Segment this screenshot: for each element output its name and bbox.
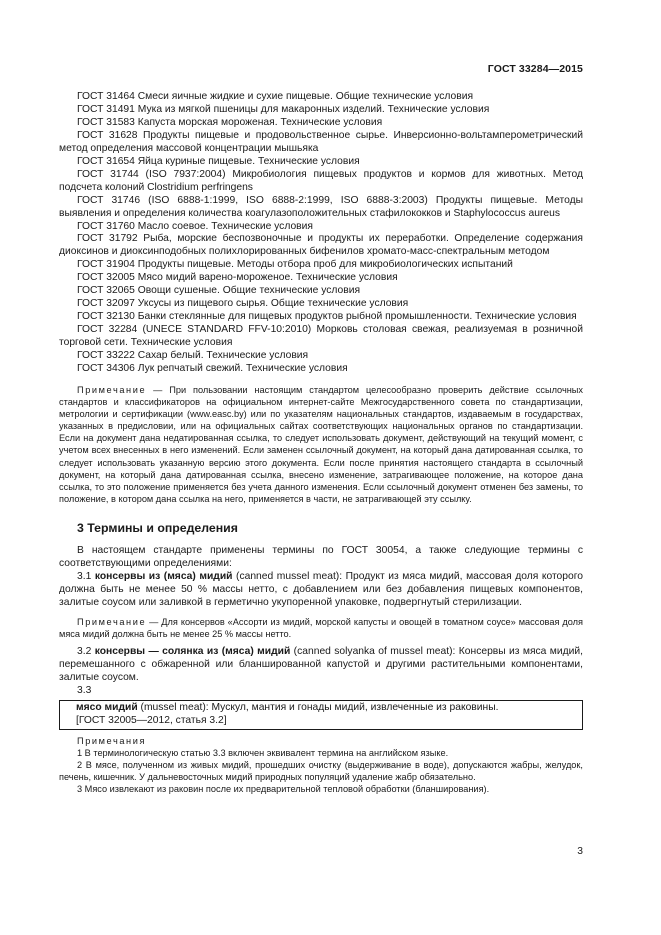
note-label: Примечание bbox=[77, 616, 147, 627]
term-number: 3.1 bbox=[77, 570, 95, 582]
note-item: 1 В терминологическую статью 3.3 включен эквивалент термина на английском языке. bbox=[77, 747, 449, 758]
term-name: консервы из (мяса) мидий bbox=[94, 570, 233, 582]
reference-item: ГОСТ 34306 Лук репчатый свежий. Технические условия bbox=[77, 363, 348, 375]
reference-item: ГОСТ 32284 (UNECE STANDARD FFV-10:2010) Морковь столовая свежая, реализуемая в розничной торговой сети. Технические условия bbox=[59, 324, 583, 349]
page-content bbox=[59, 91, 583, 795]
reference-item: ГОСТ 31744 (ISO 7937:2004) Микробиология пищевых продуктов и кормов для животных. Метод подсчета колоний Clostridium perfringens bbox=[59, 168, 583, 193]
term-note bbox=[59, 616, 583, 640]
note-text: — Для консервов «Ассорти из мидий, морской капусты и овощей в томатном соусе» массовая доля мяса мидий должна быть не менее 25 % массы нетто. bbox=[59, 616, 583, 639]
reference-item: ГОСТ 33222 Сахар белый. Технические условия bbox=[77, 350, 309, 362]
reference-item: ГОСТ 31628 Продукты пищевые и продовольственное сырье. Инверсионно-вольтамперометрический метод определения массовой концентрации мышьяка bbox=[59, 129, 583, 154]
note-item: 2 В мясе, полученном из живых мидий, прошедших очистку (выдерживание в воде), допускаются жабры, желудок, печень, кишечник. У дальневосточных мидий природных популяций удаление жабр обязательно. bbox=[59, 759, 583, 782]
term-name: консервы — солянка из (мяса) мидий bbox=[94, 645, 291, 657]
reference-item: ГОСТ 31746 (ISO 6888-1:1999, ISO 6888-2:1999, ISO 6888-3:2003) Продукты пищевые. Методы выявления и определения количества коагулазоположительных стафилококков и Staphylococcus aureus bbox=[59, 194, 583, 219]
reference-item: ГОСТ 32097 Уксусы из пищевого сырья. Общие технические условия bbox=[77, 298, 409, 310]
notes-list bbox=[59, 747, 583, 795]
term-definition: (mussel meat): Мускул, мантия и гонады мидий, извлеченные из раковины. bbox=[137, 701, 499, 713]
term-name: мясо мидий bbox=[76, 701, 138, 713]
reference-item: ГОСТ 32005 Мясо мидий варено-мороженое. Технические условия bbox=[77, 272, 398, 284]
term-3-1 bbox=[59, 571, 583, 610]
page-number: 3 bbox=[577, 846, 583, 857]
reference-item: ГОСТ 31491 Мука из мягкой пшеницы для макаронных изделий. Технические условия bbox=[77, 103, 490, 115]
page-header-doc-id: ГОСТ 33284—2015 bbox=[487, 63, 583, 75]
section-intro: В настоящем стандарте применены термины по ГОСТ 30054, а также следующие термины с соответствующими определениями: bbox=[59, 544, 583, 569]
reference-item: ГОСТ 31792 Рыба, морские беспозвоночные и продукты их переработки. Определение содержания диоксинов и диоксинподобных полихлорированных бифенилов хромато-масс-спектральным методом bbox=[59, 233, 583, 258]
notes-title: Примечания bbox=[77, 735, 147, 746]
note-label: Примечание bbox=[77, 384, 147, 395]
reference-item: ГОСТ 31583 Капуста морская мороженая. Технические условия bbox=[77, 116, 383, 128]
term-3-2 bbox=[59, 646, 583, 685]
note-item: 3 Мясо извлекают из раковин после их предварительной тепловой обработки (бланширования). bbox=[77, 783, 490, 794]
reference-item: ГОСТ 32130 Банки стеклянные для пищевых продуктов рыбной промышленности. Технические условия bbox=[77, 311, 577, 323]
reference-item: ГОСТ 32065 Овощи сушеные. Общие технические условия bbox=[77, 285, 361, 297]
note-text: — При пользовании настоящим стандартом целесообразно проверить действие ссылочных стандартов и классификаторов на официальном интернет-сайте Межгосударственного совета по стандартизации, метрологии и сертификации (www.easc.by) или по указателям национальных стандартов, издаваемым в государствах, указанных в предисловии, или на официальных сайтах соответствующих национальных органов по стандартизации. Если на документ дана недатированная ссылка, то следует использовать документ, действующий на текущий момент, с учетом всех внесенных в него изменений. Если заменен ссылочный документ, на который дана датированная ссылка, то следует использовать указанную версию этого документа. Если после принятия настоящего стандарта в ссылочный документ, на который дана датированная ссылка, внесено изменение, затрагивающее положение, на которое дана ссылка, то это положение применяется без учета данного изменения. Если ссылочный документ отменен без замены, то положение, в котором дана ссылка на него, применяется в части, не затрагивающей эту ссылку. bbox=[59, 384, 583, 504]
term-source: [ГОСТ 32005—2012, статья 3.2] bbox=[76, 714, 227, 726]
section-title: 3 Термины и определения bbox=[77, 520, 238, 535]
term-definition: (canned mussel meat): Продукт из мяса мидий, массовая доля которого должна быть не менее 50 % массы нетто, с добавлением или без добавления пищевых компонентов, залитые соусом или заливкой в герметично укупоренной упаковке, подвергнутый стерилизации. bbox=[59, 570, 583, 608]
term-box-3-3 bbox=[59, 700, 583, 730]
reference-item: ГОСТ 31654 Яйца куриные пищевые. Технические условия bbox=[77, 155, 360, 167]
reference-item: ГОСТ 31760 Масло соевое. Технические условия bbox=[77, 220, 313, 232]
term-number-3-3: 3.3 bbox=[77, 684, 92, 696]
reference-item: ГОСТ 31464 Смеси яичные жидкие и сухие пищевые. Общие технические условия bbox=[77, 91, 474, 102]
term-number: 3.2 bbox=[77, 645, 95, 657]
reference-note bbox=[59, 384, 583, 505]
reference-item: ГОСТ 31904 Продукты пищевые. Методы отбора проб для микробиологических испытаний bbox=[77, 259, 513, 271]
term-3-3 bbox=[76, 702, 582, 715]
reference-list bbox=[59, 91, 583, 376]
term-definition: (canned solyanka of mussel meat): Консервы из мяса мидий, перемешанного с обжаренной или бланшированной капустой и другими растительными компонентами, залитые соусом. bbox=[59, 645, 583, 683]
